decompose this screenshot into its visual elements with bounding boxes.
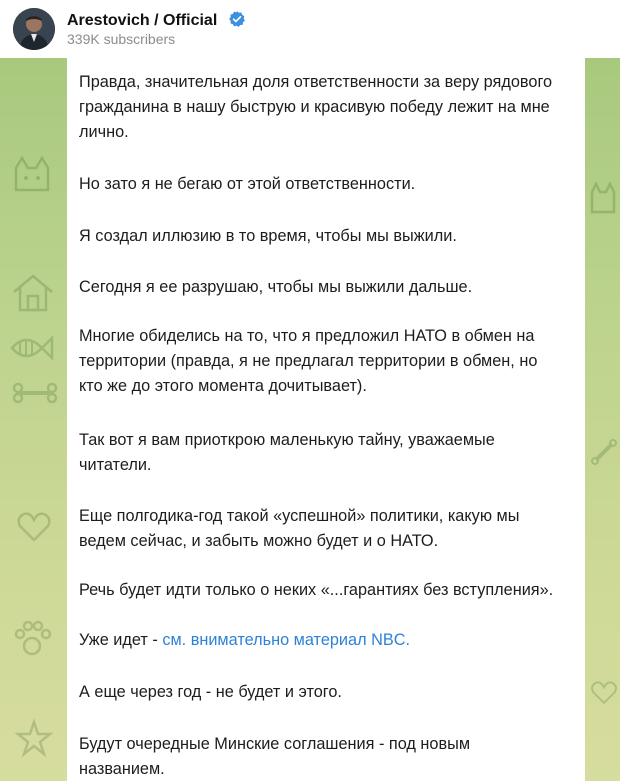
- message-line: Но зато я не бегаю от этой ответственности.: [79, 175, 416, 193]
- heart-doodle-icon: [16, 508, 52, 544]
- message-paragraph-2: [79, 172, 579, 197]
- message-line: названием.: [79, 760, 165, 778]
- message-line: территории (правда, я не предлагал территории в обмен, но: [79, 352, 538, 370]
- message-line: ведем сейчас, и забыть можно будет и о НАТО.: [79, 532, 439, 550]
- message-paragraph-1: [79, 70, 579, 145]
- message-paragraph-5: [79, 324, 579, 399]
- message-paragraph-11: [79, 732, 579, 781]
- message-line: лично.: [79, 123, 129, 141]
- message-line: Так вот я вам приоткрою маленькую тайну, уважаемые: [79, 431, 495, 449]
- star-doodle-icon: [14, 718, 54, 758]
- channel-avatar[interactable]: [13, 8, 55, 50]
- message-line: кто же до этого момента дочитывает).: [79, 377, 367, 395]
- message-paragraph-7: [79, 504, 579, 554]
- cat-doodle-icon: [588, 178, 618, 218]
- message-paragraph-8: [79, 578, 579, 603]
- cat-doodle-icon: [6, 150, 56, 200]
- message-line: А еще через год - не будет и этого.: [79, 683, 342, 701]
- fish-doodle-icon: [6, 328, 56, 368]
- message-paragraph-6: [79, 428, 579, 478]
- message-line: читатели.: [79, 456, 152, 474]
- message-paragraph-9: [79, 628, 579, 653]
- message-line: Речь будет идти только о неких «...гарантиях без вступления».: [79, 581, 554, 599]
- verified-badge-icon: [228, 10, 246, 28]
- nbc-article-link[interactable]: см. внимательно материал NBC.: [162, 631, 411, 649]
- house-doodle-icon: [8, 268, 58, 318]
- paw-doodle-icon: [10, 618, 54, 662]
- channel-title[interactable]: [67, 10, 246, 30]
- message-line: Сегодня я ее разрушаю, чтобы мы выжили дальше.: [79, 278, 473, 296]
- bone-doodle-icon: [10, 378, 60, 408]
- message-line: Будут очередные Минские соглашения - под новым: [79, 735, 471, 753]
- avatar-photo-icon: [13, 8, 55, 50]
- message-line: Правда, значительная доля ответственности за веру рядового: [79, 73, 553, 91]
- message-line: Многие обиделись на то, что я предложил НАТО в обмен на: [79, 327, 535, 345]
- message-bubble: [67, 58, 585, 781]
- message-paragraph-10: [79, 680, 579, 705]
- link-prefix: Уже идет -: [79, 631, 163, 649]
- message-line: Я создал иллюзию в то время, чтобы мы выжили.: [79, 227, 457, 245]
- message-line: Еще полгодика-год такой «успешной» политики, какую мы: [79, 507, 520, 525]
- bone-doodle-icon: [590, 438, 618, 466]
- channel-header[interactable]: [0, 0, 620, 58]
- subscriber-count: 339K subscribers: [67, 31, 176, 47]
- message-line: гражданина в нашу быструю и красивую победу лежит на мне: [79, 98, 550, 116]
- channel-name: Arestovich / Official: [67, 12, 218, 29]
- heart-doodle-icon: [590, 678, 618, 706]
- message-paragraph-3: [79, 224, 579, 249]
- message-line: [79, 628, 579, 653]
- message-paragraph-4: [79, 275, 579, 300]
